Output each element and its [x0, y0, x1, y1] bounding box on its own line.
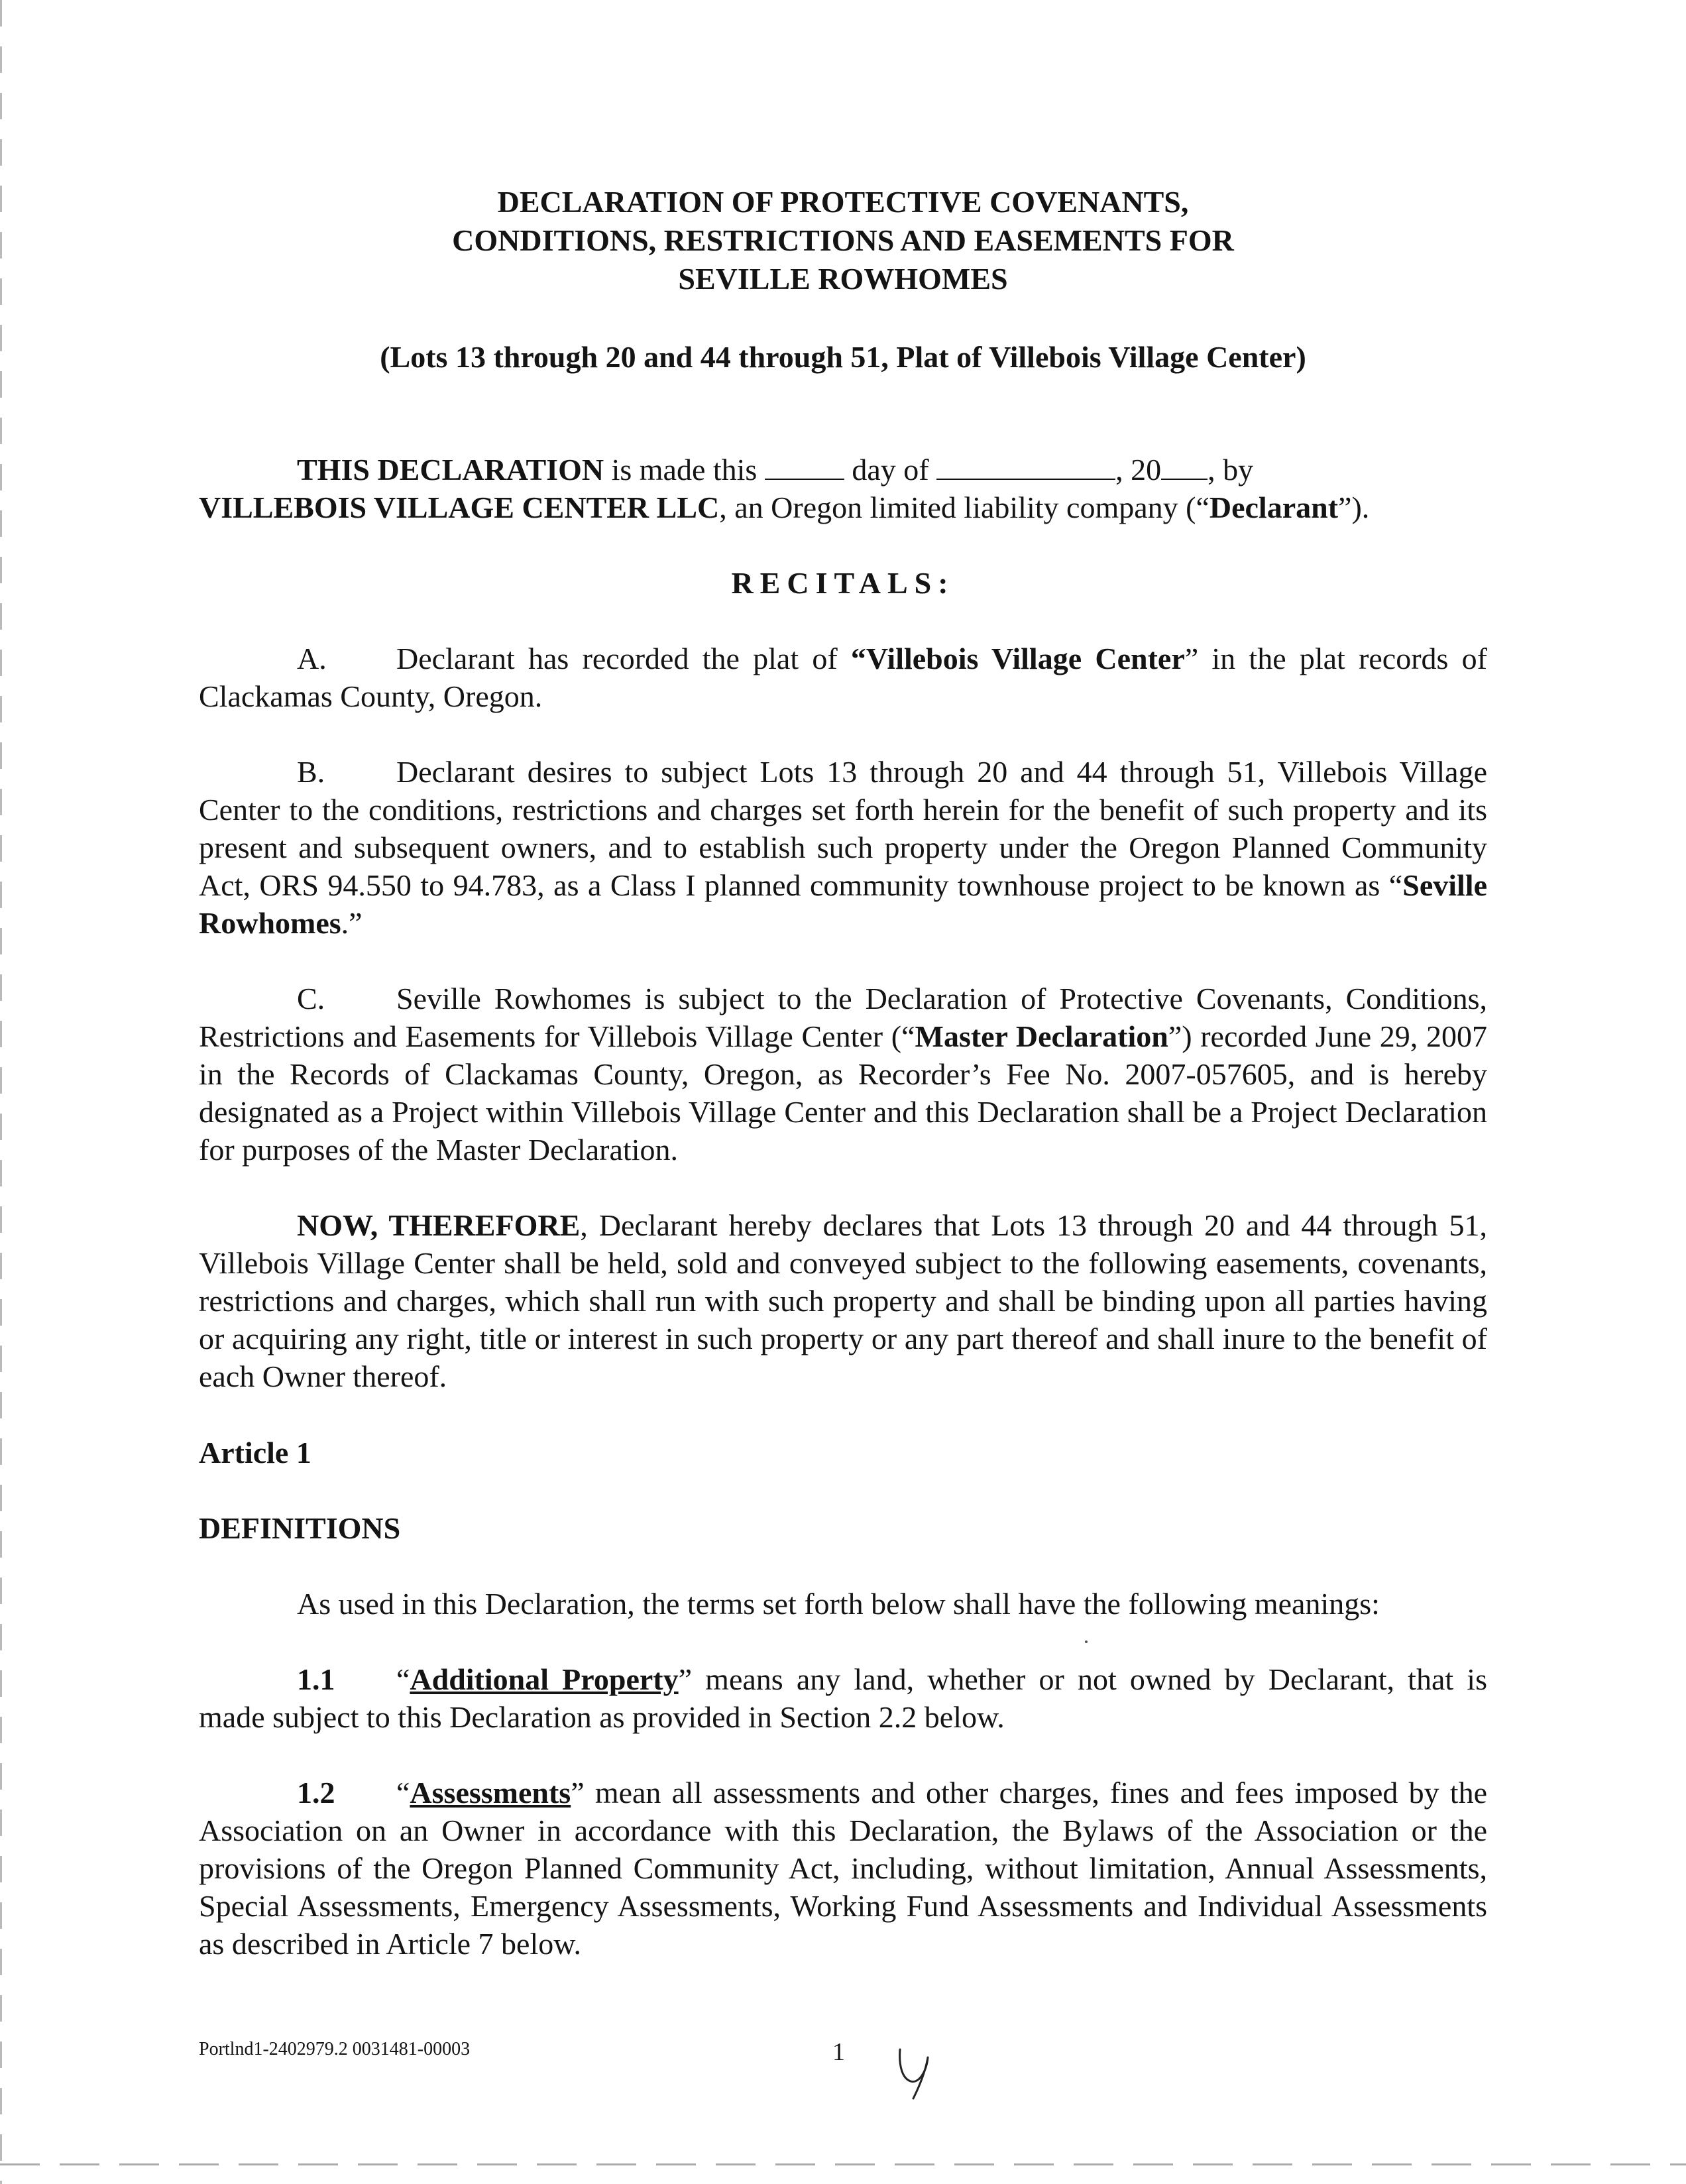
article-number: Article 1 — [199, 1436, 311, 1469]
now-therefore-paragraph: NOW, THEREFORE, Declarant hereby declares that Lots 13 through 20 and 44 through 51, Villebois Village Center shall be held, sold and conveyed subject to the following easements, covenants, restrictions and charges, which shall run with such property and shall be binding upon all parties having or acquiring any right, title or interest in such property or any part thereof and shall inure to the benefit of each Owner thereof. — [199, 1208, 1487, 1393]
recital-a-label: A. — [297, 642, 327, 675]
recital-c: C. Seville Rowhomes is subject to the Declaration of Protective Covenants, Conditions, Restrictions and Easements for Villebois Village Center (“Master Declaration”) recorded June 29, 2007 in the Records of Clackamas County, Oregon, as Recorder’s Fee No. 2007-057605, and is hereby designated as a Project within Villebois Village Center and this Declaration shall be a Project Declaration for purposes of the Master Declaration. — [199, 980, 1487, 1169]
document-title — [199, 183, 1487, 298]
recital-c-label: C. — [297, 982, 325, 1015]
definition-1-2: 1.2 “Assessments” mean all assessments and other charges, fines and fees imposed by the Association on an Owner in accordance with this Declaration, the Bylaws of the Association or the provisions of the Oregon Planned Community Act, including, without limitation, Annual Assessments, Special Assessments, Emergency Assessments, Working Fund Assessments and Individual Assessments as described in Article 7 below. — [199, 1774, 1487, 1963]
document-subtitle: (Lots 13 through 20 and 44 through 51, Plat of Villebois Village Center) — [380, 340, 1306, 374]
recital-b-label: B. — [297, 755, 325, 789]
term-assessments: Assessments — [410, 1776, 571, 1810]
term-additional-property: Additional Property — [410, 1662, 679, 1696]
recital-a: A. Declarant has recorded the plat of “Villebois Village Center” in the plat records of Clackamas County, Oregon. — [199, 640, 1487, 715]
declarant-party: VILLEBOIS VILLAGE CENTER LLC — [199, 490, 720, 524]
definition-1-1: 1.1 “Additional Property” means any land, whether or not owned by Declarant, that is made subject to this Declaration as provided in Section 2.2 below. — [199, 1660, 1487, 1736]
scan-speck — [1085, 1640, 1088, 1643]
scan-edge-bottom — [0, 2163, 1686, 2165]
article-title: DEFINITIONS — [199, 1511, 401, 1545]
definitions-intro: As used in this Declaration, the terms set forth below shall have the following meanings: — [297, 1587, 1380, 1621]
recitals-heading: RECITALS: — [731, 566, 955, 600]
intro-paragraph: THIS DECLARATION is made this day of , 20 , by VILLEBOIS VILLAGE CENTER LLC, an Oregon limited liability company (“Declarant”). — [199, 453, 1370, 524]
definition-1-2-number: 1.2 — [297, 1776, 335, 1810]
intro-lead: THIS DECLARATION — [297, 453, 604, 487]
handwritten-initial — [896, 2040, 933, 2101]
title-line-3: SEVILLE ROWHOMES — [678, 262, 1008, 296]
year-blank — [1161, 455, 1208, 480]
title-line-1: DECLARATION OF PROTECTIVE COVENANTS, — [497, 185, 1189, 219]
scan-edge-left — [0, 0, 2, 2184]
definition-1-1-number: 1.1 — [297, 1662, 335, 1696]
footer-doc-id: Portlnd1-2402979.2 0031481-00003 — [199, 2039, 471, 2059]
month-blank — [936, 455, 1115, 480]
recital-b: B. Declarant desires to subject Lots 13 through 20 and 44 through 51, Villebois Village Center to the conditions, restrictions and charges set forth herein for the benefit of such property and its present and subsequent owners, and to establish such property under the Oregon Planned Community Act, ORS 94.550 to 94.783, as a Class I planned community townhouse project to be known as “Seville Rowhomes.” — [199, 753, 1487, 942]
title-line-2: CONDITIONS, RESTRICTIONS AND EASEMENTS FOR — [452, 223, 1234, 257]
day-blank — [765, 455, 844, 480]
footer-page-number: 1 — [832, 2038, 845, 2066]
